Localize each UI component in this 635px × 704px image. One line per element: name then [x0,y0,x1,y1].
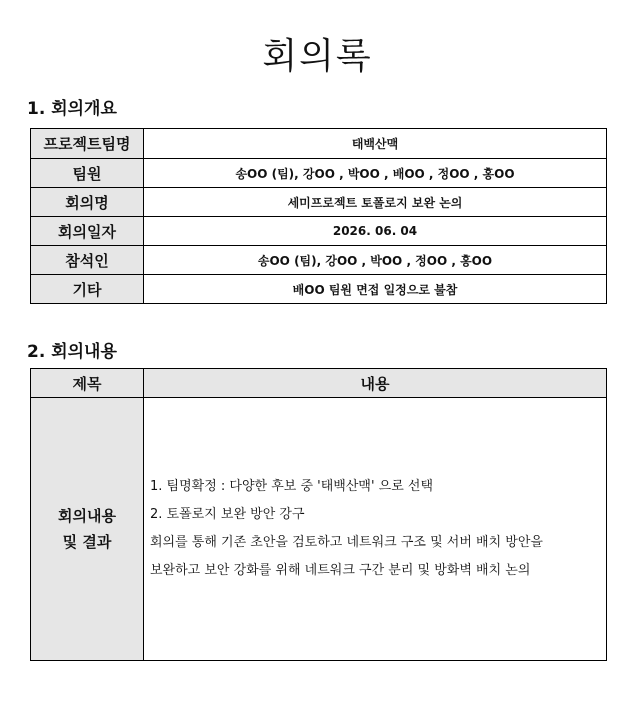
row-value: 송OO (팀), 강OO , 박OO , 배OO , 정OO , 홍OO [144,159,607,188]
content-table [30,368,607,661]
table-header-row [31,369,607,398]
column-header-content: 내용 [144,369,607,398]
row-label: 기타 [31,275,144,304]
row-label: 회의일자 [31,217,144,246]
section-heading-content: 2. 회의내용 [27,342,117,362]
row-value: 2026. 06. 04 [144,217,607,246]
table-row [31,275,607,304]
table-row [31,159,607,188]
content-line: 회의를 통해 기존 초안을 검토하고 네트워크 구조 및 서버 배치 방안을 [150,535,543,550]
content-line: 2. 토폴로지 보완 방안 강구 [150,507,305,522]
row-value: 송OO (팀), 강OO , 박OO , 정OO , 홍OO [144,246,607,275]
document-title: 회의록 [262,36,373,77]
content-line: 보완하고 보안 강화를 위해 네트워크 구간 분리 및 방화벽 배치 논의 [150,563,531,578]
row-label: 팀원 [31,159,144,188]
section-heading-overview: 1. 회의개요 [27,99,117,119]
overview-table [30,128,607,304]
table-row [31,217,607,246]
table-row [31,129,607,159]
column-header-subject: 제목 [31,369,144,398]
row-label: 참석인 [31,246,144,275]
row-label: 프로젝트팀명 [31,129,144,159]
table-row [31,398,607,661]
row-label: 회의명 [31,188,144,217]
row-value: 태백산맥 [144,129,607,159]
row-label [31,398,144,661]
row-label-line: 회의내용 [58,507,116,525]
table-row [31,246,607,275]
row-label-line: 및 결과 [62,533,112,551]
row-value: 배OO 팀원 면접 일정으로 불참 [144,275,607,304]
content-line: 1. 팀명확정 : 다양한 후보 중 '태백산맥' 으로 선택 [150,479,434,494]
row-content [144,398,607,661]
row-value: 세미프로젝트 토폴로지 보완 논의 [144,188,607,217]
table-row [31,188,607,217]
